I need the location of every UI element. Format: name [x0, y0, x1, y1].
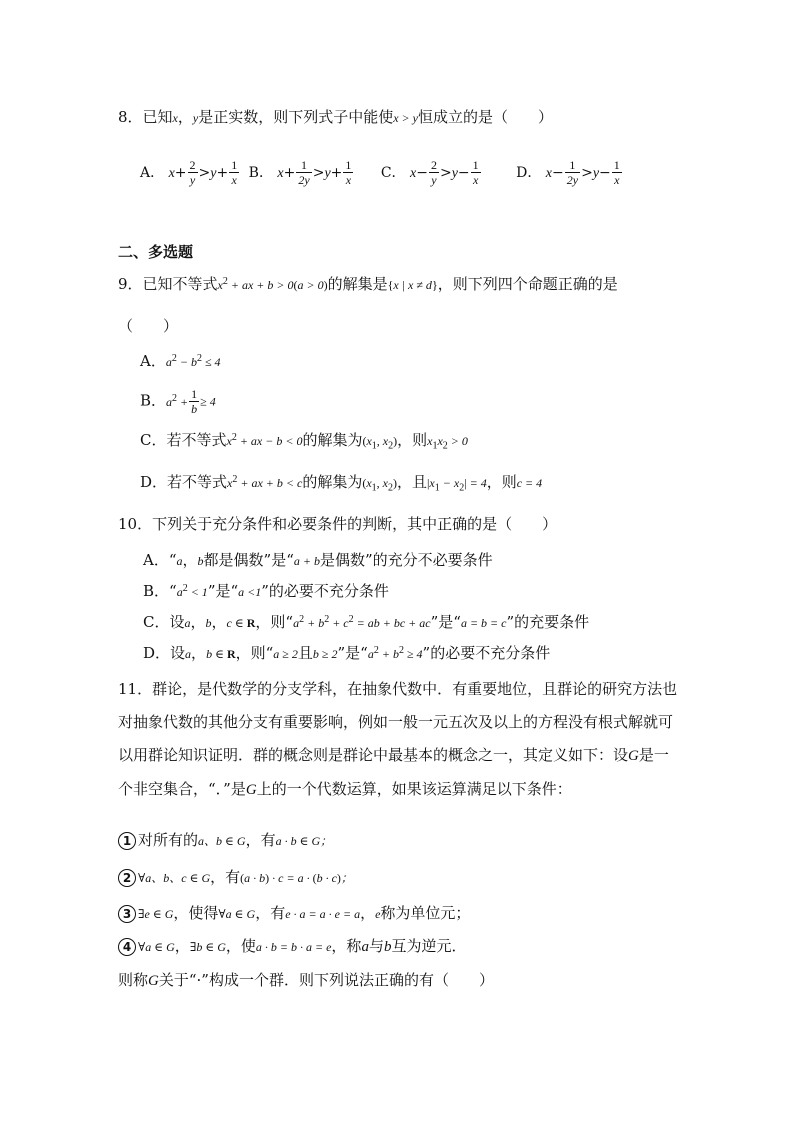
q8-option-c[interactable]: C． x− $\frac{2}{y}$ >y− $\frac{1}{x}$ — [380, 158, 479, 187]
section-title: 二、多选题 — [118, 243, 194, 261]
q9-paren: （ ） — [118, 317, 179, 335]
q10-option-d[interactable]: D．设a，b ∈ R，则“a ≥ 2且b ≥ 2”是“$a^2 + b^2 \ge 4$”的必要不充分条件 — [143, 644, 551, 662]
q11-condition-1: 1 对所有的a、b ∈ G，有a · b ∈ G； — [118, 829, 332, 852]
q8-option-a[interactable]: A． x+ $\frac{2}{y}$ >y+ $\frac{1}{x}$ — [140, 158, 238, 187]
q11-condition-4: 4 ∀a ∈ G，∃b ∈ G，使a · b = b · a = e，称a与b互为逆元． — [118, 935, 466, 958]
q10-stem: 10．下列关于充分条件和必要条件的判断，其中正确的是（ ） — [118, 515, 558, 533]
q11-condition-2: 2 ∀a、b、c ∈ G，有(a · b) · c = a · (b · c)； — [118, 866, 353, 889]
q8-option-b[interactable]: B． x+ $\frac{1}{2y}$ >y+ $\frac{1}{x}$ — [248, 158, 352, 187]
q9-option-a[interactable]: A．$a^2 - b^2 \le 4$ — [140, 352, 221, 370]
q9-stem: 9．已知不等式$x^2$ + ax + b > 0(a > 0)的解集是{x | x ≠ d}，则下列四个命题正确的是 — [118, 275, 618, 293]
q8-stem: 8．已知x，y是正实数，则下列式子中能使x > y恒成立的是（ ） — [118, 108, 553, 126]
q11-final: 则称G关于“·”构成一个群．则下列说法正确的有（ ） — [118, 971, 494, 989]
q10-option-b[interactable]: B．“$a^2 < 1$”是“a <1”的必要不充分条件 — [143, 582, 389, 600]
q9-option-c[interactable]: C．若不等式$x^2$ + ax − b < 0的解集为($x_1$, $x_2$)，则$x_1x_2 > 0$ — [140, 431, 468, 452]
q8-option-d[interactable]: D． x− $\frac{1}{2y}$ >y− $\frac{1}{x}$ — [516, 158, 620, 187]
q8-options — [140, 158, 623, 187]
q9-option-b[interactable]: B．$a^2$ + $\frac{1}{b}$ ≥ 4 — [140, 387, 216, 416]
q10-option-a[interactable]: A．“a，b都是偶数”是“a + b是偶数”的充分不必要条件 — [143, 551, 493, 569]
q11-condition-3: 3 ∃e ∈ G，使得∀a ∈ G，有e · a = a · e = a，e称为单位元； — [118, 902, 470, 925]
q10-option-c[interactable]: C．设a，b，c ∈ R，则“$a^2 + b^2 + c^2$ = ab + bc + ac”是“a = b = c”的充要条件 — [143, 613, 590, 631]
q11-paragraph: 11．群论，是代数学的分支学科，在抽象代数中．有重要地位，且群论的研究方法也对抽象代数的其他分支有重要影响，例如一般一元五次及以上的方程没有根式解就可以用群论知识证明．群的概念则是群论中最基本的概念之一，其定义如下：设G是一个非空集合，“．”是G上的一个代数运算，如果该运算满足以下条件： — [118, 680, 678, 798]
q9-option-d[interactable]: D．若不等式$x^2$ + ax + b < c的解集为($x_1$, $x_2$)，且$|x_1 - x_2| = 4$，则c = 4 — [140, 473, 543, 494]
